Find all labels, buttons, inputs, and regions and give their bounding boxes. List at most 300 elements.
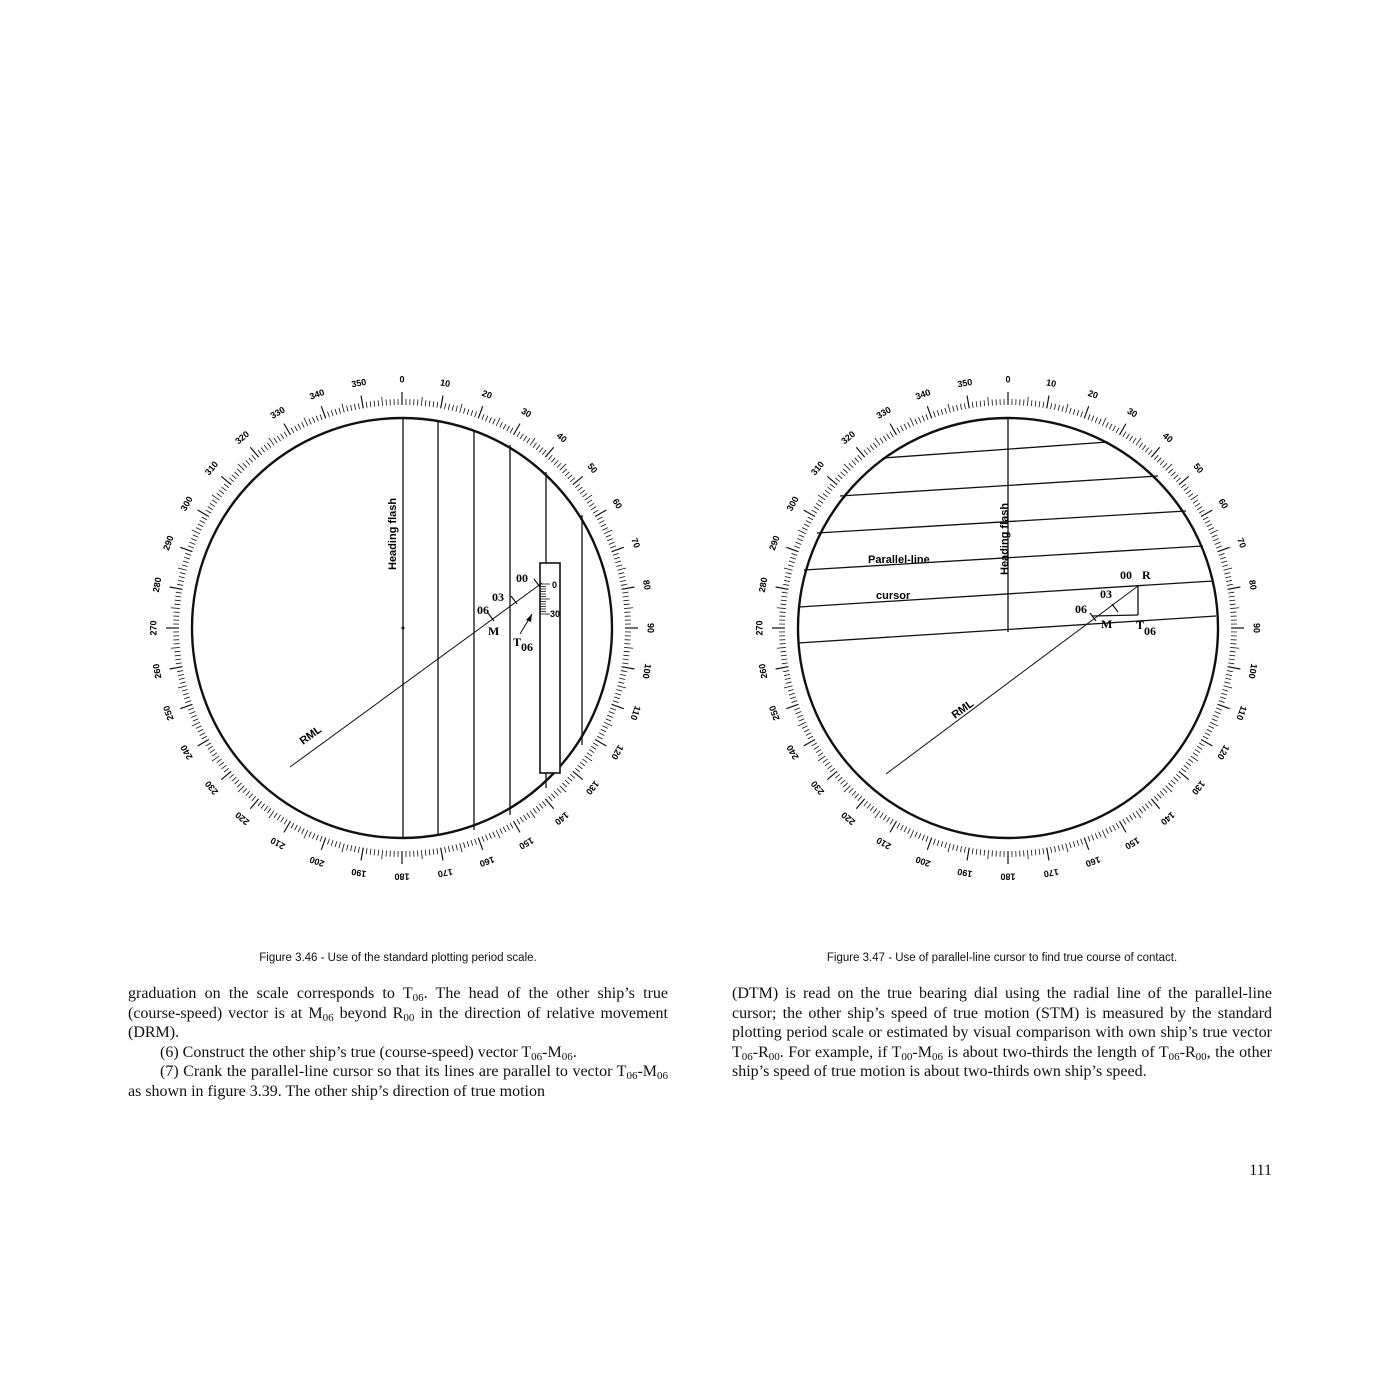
dial-tick: [562, 469, 566, 473]
dial-tick: [557, 788, 561, 792]
dial-tick: [503, 827, 506, 832]
dial-label: 100: [1246, 662, 1260, 680]
dial-label: 150: [1123, 835, 1142, 852]
dial-tick: [867, 448, 871, 453]
dial-tick: [856, 799, 864, 809]
dial-tick: [617, 568, 626, 570]
text-column-right: [732, 984, 1272, 1082]
dial-tick: [615, 561, 621, 563]
cursor-line: [799, 581, 1213, 607]
dial-tick: [897, 823, 900, 828]
dial-tick: [1179, 476, 1189, 484]
dial-label: 10: [1045, 377, 1057, 389]
dial-tick: [212, 753, 217, 756]
dial-tick: [1047, 848, 1049, 861]
dial-tick: [335, 841, 337, 847]
dial-tick: [1171, 780, 1175, 784]
dial-tick: [460, 843, 462, 852]
dial-tick: [361, 848, 363, 861]
dial-tick: [838, 777, 842, 781]
dial-tick: [1229, 600, 1235, 601]
dial-label: 60: [610, 496, 625, 511]
dial-tick: [614, 697, 620, 699]
dial-tick: [281, 434, 284, 439]
dial-tick: [849, 788, 853, 792]
dial-tick: [591, 746, 596, 749]
dial-tick: [1043, 402, 1044, 408]
dial-tick: [539, 448, 543, 453]
dial-tick: [591, 507, 596, 510]
dial-tick: [206, 743, 211, 746]
dial-tick: [523, 815, 526, 820]
dial-tick: [530, 811, 535, 818]
dial-label: 330: [268, 404, 287, 421]
dial-tick: [235, 780, 239, 784]
dial-tick: [976, 401, 977, 407]
dial-tick: [545, 447, 553, 457]
dial-tick: [219, 762, 224, 766]
dial-tick: [246, 461, 250, 465]
dial-tick: [358, 847, 359, 853]
dial-tick: [1207, 729, 1212, 732]
rml-line: [290, 583, 542, 767]
dial-tick: [429, 849, 430, 855]
dial-tick: [198, 729, 203, 732]
dial-tick: [575, 768, 580, 772]
dial-label: 130: [1189, 778, 1208, 797]
dial-tick: [354, 404, 355, 410]
figure-3-47: [728, 370, 1288, 910]
dial-tick: [316, 835, 318, 841]
dial-tick: [198, 524, 203, 527]
dial-tick: [781, 659, 787, 660]
dial-tick: [1154, 455, 1158, 460]
dial-tick: [941, 841, 943, 847]
dial-tick: [196, 528, 201, 531]
dial-tick: [309, 832, 311, 837]
dial-tick: [176, 663, 182, 664]
dial-tick: [1069, 408, 1071, 414]
dial-tick: [507, 426, 510, 431]
dial-tick: [808, 517, 813, 520]
dial-tick: [347, 844, 348, 850]
dial-tick: [883, 815, 886, 820]
dial-tick: [607, 539, 613, 541]
dial-tick: [1195, 749, 1200, 752]
dial-tick: [478, 406, 482, 418]
dial-tick: [890, 432, 893, 437]
dial-tick: [441, 396, 443, 409]
t-label: T: [513, 635, 522, 649]
dial-tick: [433, 849, 434, 855]
dial-label: 110: [1234, 704, 1249, 722]
dial-tick: [1199, 743, 1204, 746]
dial-tick: [1163, 788, 1167, 792]
dial-tick: [956, 405, 957, 411]
dial-tick: [980, 401, 981, 407]
dial-tick: [1126, 817, 1129, 822]
dial-tick: [560, 464, 566, 470]
dial-tick: [1151, 447, 1159, 457]
dial-label: 230: [808, 778, 827, 797]
dial-label: 120: [1215, 743, 1232, 762]
dial-tick: [614, 557, 620, 559]
dial-label: 320: [233, 428, 252, 447]
dial-tick: [849, 463, 853, 467]
dial-tick: [622, 667, 635, 669]
dial-tick: [786, 573, 792, 574]
dial-tick: [1218, 704, 1230, 708]
dial-tick: [467, 841, 469, 847]
dial-tick: [797, 715, 803, 717]
dial-tick: [828, 487, 833, 491]
dial-tick: [964, 847, 965, 853]
dial-tick: [456, 406, 457, 412]
dial-label: 210: [874, 835, 893, 852]
dial-tick: [1216, 708, 1222, 710]
dial-tick: [222, 487, 227, 491]
dial-tick: [378, 400, 379, 406]
dial-tick: [224, 484, 229, 488]
dial-tick: [823, 759, 828, 763]
dial-tick: [193, 719, 198, 721]
dial-tick: [967, 396, 969, 409]
dial-tick: [562, 783, 566, 787]
dial-tick: [475, 839, 477, 845]
dial-tick: [933, 839, 935, 845]
dial-tick: [500, 422, 503, 427]
dial-tick: [177, 671, 183, 672]
dial-tick: [264, 806, 268, 811]
dial-tick: [510, 428, 513, 433]
dial-tick: [1219, 701, 1225, 703]
dial-tick: [184, 557, 190, 559]
time-06-label: 06: [477, 603, 489, 617]
dial-tick: [622, 592, 628, 593]
dial-tick: [1215, 712, 1221, 714]
dial-tick: [554, 461, 558, 465]
t-label: T: [1136, 618, 1145, 632]
dial-label: 160: [478, 854, 496, 869]
dial-tick: [1136, 811, 1141, 818]
dial-tick: [478, 838, 482, 850]
dial-tick: [437, 402, 438, 408]
paragraph: (7) Crank the parallel-line cursor so that its lines are parallel to vector $T_{06}-M_{06}$ as shown in figure 3.39. The other ship’s direction of true motion: [128, 1063, 668, 1100]
plotting-period-scale: [540, 563, 560, 773]
dial-tick: [191, 715, 197, 717]
dial-tick: [1069, 842, 1071, 848]
dial-tick: [915, 419, 917, 424]
dial-tick: [1225, 576, 1231, 577]
dial-tick: [539, 804, 543, 809]
dial-tick: [623, 659, 629, 660]
dial-label: 120: [609, 743, 626, 762]
dial-tick: [602, 726, 607, 729]
dial-tick: [927, 838, 931, 850]
dial-tick: [224, 768, 229, 772]
dial-tick: [180, 547, 192, 551]
dial-tick: [174, 651, 180, 652]
dial-tick: [235, 472, 239, 476]
dial-tick: [804, 524, 809, 527]
dial-tick: [421, 850, 422, 859]
dial-tick: [238, 464, 244, 470]
dial-tick: [471, 410, 473, 416]
dial-tick: [1168, 469, 1172, 473]
dial-tick: [1031, 400, 1032, 406]
dial-tick: [972, 848, 973, 854]
dial-tick: [873, 443, 877, 448]
dial-tick: [926, 414, 928, 420]
dial-tick: [976, 849, 977, 855]
figure-3-46: [120, 370, 680, 910]
dial-tick: [1184, 487, 1189, 491]
dial-tick: [900, 825, 903, 830]
dial-tick: [482, 414, 484, 420]
time-06-label: 06: [1075, 602, 1087, 616]
dial-tick: [852, 461, 856, 465]
dial-label: 140: [552, 809, 571, 828]
dial-tick: [374, 401, 375, 407]
dial-tick: [1221, 561, 1227, 563]
dial-tick: [1208, 726, 1213, 729]
dial-tick: [179, 678, 185, 679]
dial-tick: [960, 846, 961, 852]
dial-tick: [623, 596, 629, 597]
dial-tick: [890, 819, 893, 824]
dial-tick: [1081, 411, 1083, 417]
dial-tick: [988, 397, 989, 406]
dial-tick: [274, 813, 277, 818]
dial-label: 200: [308, 854, 326, 869]
dial-tick: [875, 811, 880, 818]
dial-tick: [1197, 746, 1202, 749]
dial-tick: [452, 845, 453, 851]
dial-label: 90: [1251, 622, 1262, 634]
dial-label: 50: [585, 461, 600, 476]
dial-tick: [797, 539, 803, 541]
dial-tick: [445, 847, 446, 853]
dial-tick: [1223, 568, 1232, 570]
scale-label-30: 30: [550, 609, 561, 619]
dial-tick: [1084, 838, 1088, 850]
dial-label: 80: [641, 579, 653, 591]
dial-tick: [1113, 825, 1116, 830]
dial-tick: [927, 406, 931, 418]
dial-label: 180: [394, 871, 410, 882]
dial-tick: [1043, 848, 1044, 854]
dial-tick: [277, 436, 280, 441]
dial-label: 40: [554, 430, 569, 445]
dial-label: 350: [956, 376, 974, 390]
dial-label: 0: [1005, 374, 1011, 385]
dial-tick: [178, 580, 184, 581]
dial-tick: [1205, 733, 1210, 736]
dial-tick: [1035, 849, 1036, 855]
dial-tick: [835, 774, 840, 778]
dial-tick: [799, 535, 804, 537]
dial-tick: [493, 832, 495, 837]
dial-tick: [536, 445, 540, 450]
dial-tick: [467, 409, 469, 415]
dial-tick: [1077, 410, 1079, 416]
dial-tick: [1212, 535, 1217, 537]
dial-tick: [1062, 844, 1063, 850]
dial-tick: [607, 715, 613, 717]
dial-tick: [791, 553, 797, 555]
dial-tick: [1102, 418, 1106, 426]
dial-tick: [915, 832, 917, 837]
dial-tick: [953, 844, 954, 850]
dial-tick: [604, 722, 612, 726]
dial-tick: [200, 733, 205, 736]
dial-tick: [948, 404, 950, 413]
dial-tick: [533, 443, 537, 448]
dial-tick: [835, 478, 840, 482]
dial-tick: [237, 783, 241, 787]
dial-tick: [174, 604, 180, 605]
dial-tick: [1226, 674, 1232, 675]
dial-tick: [910, 830, 914, 838]
dial-tick: [258, 801, 262, 806]
dial-label: 90: [645, 622, 656, 634]
dial-tick: [843, 783, 847, 787]
dial-tick: [261, 448, 265, 453]
dial-tick: [510, 823, 513, 828]
dial-tick: [425, 850, 426, 856]
dial-tick: [781, 600, 787, 601]
dial-tick: [1203, 517, 1208, 520]
dial-tick: [1073, 409, 1075, 415]
dial-tick: [599, 733, 604, 736]
dial-tick: [1133, 813, 1136, 818]
dial-tick: [1226, 580, 1232, 581]
dial-tick: [192, 722, 200, 726]
dial-tick: [304, 830, 308, 838]
dial-tick: [843, 469, 847, 473]
dial-tick: [782, 663, 788, 664]
dial-tick: [448, 846, 449, 852]
dial-tick: [370, 401, 371, 407]
dial-tick: [582, 493, 587, 497]
dial-tick: [1208, 528, 1213, 531]
dial-tick: [578, 765, 583, 769]
dial-tick: [190, 542, 196, 544]
dial-tick: [621, 671, 627, 672]
dial-tick: [1106, 422, 1109, 427]
dial-tick: [602, 528, 607, 531]
dial-tick: [937, 840, 939, 846]
dial-tick: [1181, 768, 1186, 772]
dial-tick: [922, 835, 924, 841]
dial-tick: [818, 756, 825, 761]
dial-tick: [243, 788, 247, 792]
dial-tick: [347, 406, 348, 412]
dial-tick: [781, 655, 787, 656]
dial-tick: [1035, 401, 1036, 407]
dial-tick: [382, 397, 383, 406]
dial-tick: [551, 458, 555, 462]
mark-00: [534, 579, 540, 587]
dial-tick: [1102, 830, 1106, 838]
dial-tick: [1213, 539, 1219, 541]
dial-tick: [482, 836, 484, 842]
dial-tick: [785, 576, 791, 577]
dial-tick: [587, 500, 592, 503]
dial-tick: [844, 786, 850, 792]
dial-tick: [870, 445, 874, 450]
heading-flash-label: Heading flash: [387, 497, 399, 570]
dial-tick: [1047, 396, 1049, 409]
dial-tick: [1213, 715, 1219, 717]
dial-tick: [548, 796, 552, 801]
cursor-line: [840, 476, 1158, 496]
dial-tick: [802, 726, 807, 729]
dial-tick: [237, 469, 241, 473]
dial-tick: [617, 686, 626, 688]
dial-tick: [804, 729, 809, 732]
dial-tick: [437, 848, 438, 854]
dial-tick: [1210, 722, 1218, 726]
dial-tick: [1174, 475, 1178, 479]
dial-tick: [302, 422, 305, 427]
dial-tick: [908, 828, 911, 833]
dial-tick: [575, 484, 580, 488]
dial-tick: [445, 403, 446, 409]
page-number: 111: [1249, 1162, 1272, 1179]
dial-tick: [1179, 771, 1189, 779]
dial-tick: [463, 408, 465, 414]
dial-label: 170: [1042, 866, 1060, 880]
dial-tick: [193, 535, 198, 537]
dial-tick: [178, 674, 184, 675]
dial-tick: [1184, 765, 1189, 769]
dial-tick: [786, 682, 792, 683]
dial-tick: [1203, 736, 1208, 739]
dial-tick: [229, 774, 234, 778]
dial-tick: [573, 476, 583, 484]
dial-tick: [1222, 689, 1228, 691]
dial-tick: [188, 708, 194, 710]
dial-tick: [1218, 547, 1230, 551]
dial-tick: [1099, 832, 1101, 837]
dial-tick: [880, 438, 883, 443]
dial-tick: [1051, 847, 1052, 853]
dial-tick: [599, 520, 604, 523]
dial-tick: [284, 819, 287, 824]
dial-tick: [1145, 804, 1149, 809]
dial-tick: [250, 799, 258, 809]
dial-tick: [1224, 682, 1230, 683]
dial-tick: [327, 839, 329, 845]
dial-tick: [606, 719, 611, 721]
dial-tick: [178, 568, 187, 570]
dial-tick: [493, 419, 495, 424]
dial-tick: [624, 647, 633, 648]
dial-tick: [620, 674, 626, 675]
dial-tick: [175, 600, 181, 601]
dial-tick: [794, 546, 800, 548]
dial-tick: [887, 817, 890, 822]
dial-tick: [342, 843, 344, 852]
dial-tick: [838, 475, 842, 479]
dial-tick: [1227, 671, 1233, 672]
dial-tick: [284, 432, 287, 437]
dial-label: 150: [517, 835, 536, 852]
dial-tick: [1129, 436, 1132, 441]
dial-tick: [593, 510, 598, 513]
dial-tick: [298, 827, 301, 832]
